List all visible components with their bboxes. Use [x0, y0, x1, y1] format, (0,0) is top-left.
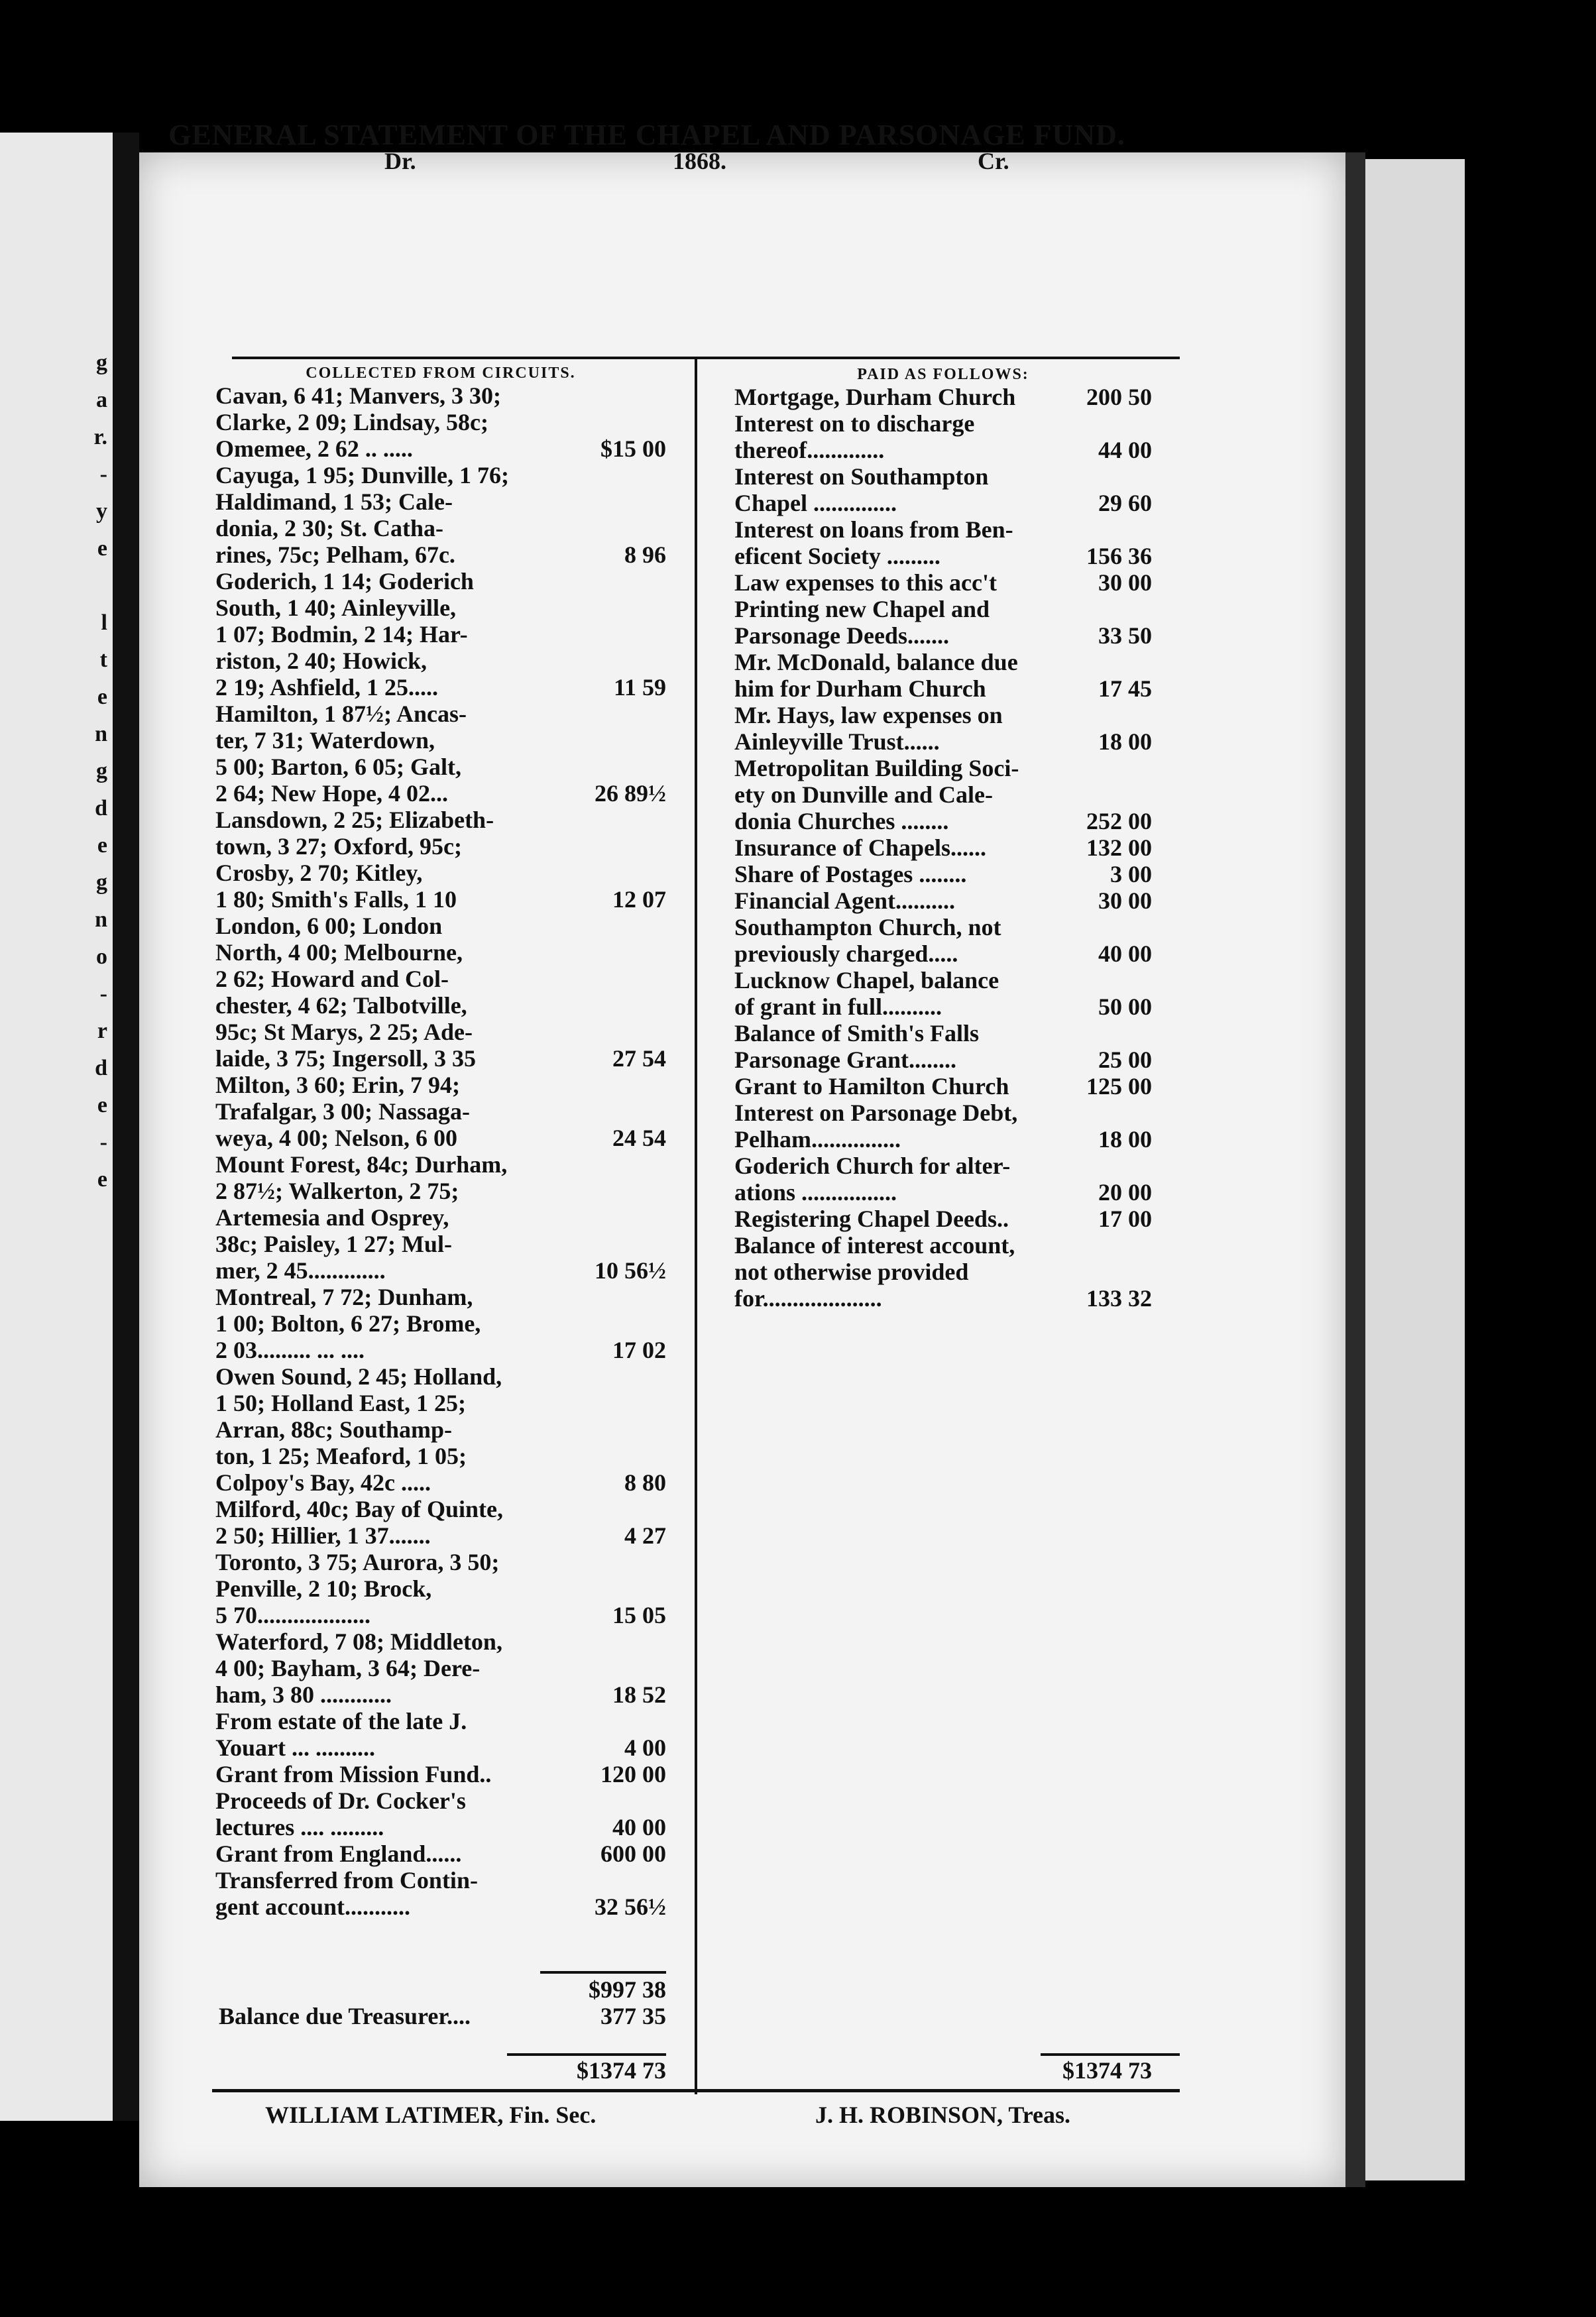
- ledger-entry: [215, 1708, 666, 1761]
- entry-description: Metropolitan Building Soci- ety on Dunville and Cale- donia Churches ........: [734, 755, 1019, 834]
- ledger-entry: [734, 649, 1152, 702]
- ledger-entry: [734, 755, 1152, 834]
- entry-amount: 18 00: [1098, 728, 1152, 755]
- debit-column: [215, 365, 666, 1920]
- ledger-entry: [215, 701, 666, 807]
- ledger-entry: [215, 1549, 666, 1628]
- ledger-entry: [734, 1206, 1152, 1232]
- margin-letter: g: [96, 870, 107, 895]
- margin-letter: y: [96, 499, 107, 524]
- margin-letter: g: [96, 759, 107, 783]
- entry-description: Interest on Southampton Chapel ..............: [734, 463, 989, 516]
- debit-entries: [215, 382, 666, 1920]
- entry-description: Interest on loans from Ben- eficent Society .........: [734, 516, 1013, 569]
- subtotal-rule: [540, 1971, 666, 1974]
- entry-amount: 3 00: [1110, 861, 1152, 887]
- ledger-entry: [734, 463, 1152, 516]
- financial-secretary-signature: WILLIAM LATIMER, Fin. Sec.: [265, 2102, 597, 2128]
- ledger-entry: [734, 914, 1152, 967]
- entry-amount: 30 00: [1098, 569, 1152, 596]
- entry-description: Proceeds of Dr. Cocker's lectures .... .........: [215, 1787, 466, 1840]
- margin-letter: -: [99, 1130, 107, 1155]
- margin-letter: r.: [93, 425, 107, 449]
- entry-amount: 125 00: [1086, 1073, 1152, 1100]
- entry-description: London, 6 00; London North, 4 00; Melbourne, 2 62; Howard and Col- chester, 4 62; Talbotville, 95c; St Marys, 2 25; Ade- laide, 3 75; Ingersoll, 3 35: [215, 913, 476, 1072]
- entry-description: Cayuga, 1 95; Dunville, 1 76; Haldimand, 1 53; Cale- donia, 2 30; St. Catha- rines, 75c; Pelham, 67c.: [215, 462, 510, 568]
- margin-letter: g: [96, 351, 107, 375]
- right-grand-total: $1374 73: [1062, 2057, 1152, 2084]
- statement-title: GENERAL STATEMENT OF THE CHAPEL AND PARSONAGE FUND.: [168, 119, 1125, 151]
- left-grand-total-wrap: [219, 2057, 666, 2084]
- ledger-entry: [215, 1072, 666, 1151]
- margin-letters: [81, 345, 107, 1198]
- entry-description: Lansdown, 2 25; Elizabeth- town, 3 27; Oxford, 95c; Crosby, 2 70; Kitley, 1 80; Smith's Falls, 1 10: [215, 807, 494, 913]
- balance-amount: 377 35: [600, 2003, 666, 2029]
- entry-description: From estate of the late J. Youart ... ..........: [215, 1708, 467, 1761]
- credit-column: [734, 366, 1152, 1312]
- entry-amount: 32 56½: [595, 1893, 666, 1920]
- entry-description: Cavan, 6 41; Manvers, 3 30; Clarke, 2 09; Lindsay, 58c; Omemee, 2 62 .. .....: [215, 382, 501, 462]
- entry-amount: 120 00: [600, 1761, 666, 1787]
- footer-rule: [212, 2089, 1180, 2092]
- entry-description: Toronto, 3 75; Aurora, 3 50; Penville, 2 10; Brock, 5 70...................: [215, 1549, 500, 1628]
- balance-line: [219, 2003, 666, 2029]
- entry-amount: 44 00: [1098, 437, 1152, 463]
- margin-letter: e: [97, 1167, 107, 1192]
- entry-amount: 24 54: [612, 1125, 666, 1151]
- margin-letter: t: [99, 648, 107, 672]
- entry-description: Share of Postages ........: [734, 861, 967, 887]
- ledger-entry: [734, 1232, 1152, 1312]
- entry-description: Mount Forest, 84c; Durham, 2 87½; Walkerton, 2 75; Artemesia and Osprey, 38c; Paisley, 1 27; Mul- mer, 2 45.............: [215, 1151, 508, 1284]
- entry-amount: 15 05: [612, 1602, 666, 1628]
- entry-amount: 10 56½: [595, 1257, 666, 1284]
- ledger-entry: [734, 1073, 1152, 1100]
- page-gutter: [113, 133, 139, 2121]
- entry-description: Financial Agent..........: [734, 887, 956, 914]
- margin-letter: [81, 567, 107, 604]
- entry-description: Hamilton, 1 87½; Ancas- ter, 7 31; Waterdown, 5 00; Barton, 6 05; Galt, 2 64; New Hope, 4 02...: [215, 701, 467, 807]
- left-grand-total: $1374 73: [577, 2057, 666, 2084]
- entry-amount: 27 54: [612, 1045, 666, 1072]
- entry-description: Grant to Hamilton Church: [734, 1073, 1009, 1100]
- margin-letter: d: [95, 796, 107, 820]
- entry-description: Mr. McDonald, balance due him for Durham Church: [734, 649, 1018, 702]
- entry-description: Registering Chapel Deeds..: [734, 1206, 1009, 1232]
- right-total-rule: [1041, 2053, 1180, 2056]
- ledger-entry: [734, 596, 1152, 649]
- ledger-entry: [734, 1153, 1152, 1206]
- ledger-entry: [215, 1284, 666, 1363]
- entry-amount: 252 00: [1086, 808, 1152, 834]
- margin-letter: e: [97, 536, 107, 561]
- right-grand-total-wrap: [734, 2057, 1152, 2084]
- backing-strip: [1365, 159, 1465, 2180]
- left-subtotal: $997 38: [589, 1976, 666, 2003]
- entry-amount: 26 89½: [595, 780, 666, 807]
- ledger-entry: [734, 834, 1152, 861]
- entry-amount: 50 00: [1098, 993, 1152, 1020]
- entry-amount: 18 52: [612, 1681, 666, 1708]
- margin-letter: d: [95, 1056, 107, 1080]
- ledger-entry: [215, 1761, 666, 1787]
- ledger-entry: [734, 1100, 1152, 1153]
- entry-description: Interest on to discharge thereof.............: [734, 410, 975, 463]
- entry-amount: 29 60: [1098, 490, 1152, 516]
- ledger-entry: [215, 913, 666, 1072]
- entry-amount: 133 32: [1086, 1285, 1152, 1312]
- entry-description: Law expenses to this acc't: [734, 569, 997, 596]
- entry-amount: 8 96: [624, 541, 666, 568]
- dr-label: Dr.: [384, 148, 416, 174]
- entry-description: Printing new Chapel and Parsonage Deeds.......: [734, 596, 990, 649]
- entry-description: Lucknow Chapel, balance of grant in full..........: [734, 967, 999, 1020]
- entry-amount: 12 07: [612, 886, 666, 913]
- entry-amount: 30 00: [1098, 887, 1152, 914]
- ledger-entry: [215, 382, 666, 462]
- margin-letter: r: [97, 1019, 107, 1043]
- margin-letter: l: [101, 610, 107, 635]
- cr-label: Cr.: [978, 148, 1009, 174]
- entry-amount: 132 00: [1086, 834, 1152, 861]
- entry-description: Grant from England......: [215, 1840, 462, 1867]
- ledger-entry: [215, 1787, 666, 1840]
- ledger-entry: [734, 702, 1152, 755]
- entry-amount: 156 36: [1086, 543, 1152, 569]
- entry-description: Mr. Hays, law expenses on Ainleyville Trust......: [734, 702, 1003, 755]
- ledger-entry: [215, 1363, 666, 1496]
- margin-letter: n: [95, 722, 107, 746]
- ledger-entry: [734, 1020, 1152, 1073]
- entry-description: Goderich Church for alter- ations ................: [734, 1153, 1011, 1206]
- entry-amount: 20 00: [1098, 1179, 1152, 1206]
- year-label: 1868.: [673, 148, 726, 174]
- entry-description: Interest on Parsonage Debt, Pelham...............: [734, 1100, 1018, 1153]
- balance-label: Balance due Treasurer....: [219, 2003, 471, 2029]
- entry-description: Milford, 40c; Bay of Quinte, 2 50; Hillier, 1 37.......: [215, 1496, 503, 1549]
- entry-amount: 4 00: [624, 1734, 666, 1761]
- entry-amount: 33 50: [1098, 622, 1152, 649]
- margin-letter: e: [97, 833, 107, 858]
- ledger-entry: [734, 861, 1152, 887]
- ledger-entry: [734, 967, 1152, 1020]
- entry-description: Transferred from Contin- gent account...........: [215, 1867, 478, 1920]
- entry-description: Grant from Mission Fund..: [215, 1761, 492, 1787]
- ledger-entry: [215, 1628, 666, 1708]
- entry-description: Waterford, 7 08; Middleton, 4 00; Bayham, 3 64; Dere- ham, 3 80 ............: [215, 1628, 502, 1708]
- margin-letter: n: [95, 907, 107, 932]
- margin-letter: o: [96, 944, 107, 969]
- entry-amount: 4 27: [624, 1522, 666, 1549]
- ledger-entry: [215, 1496, 666, 1549]
- header-rule: [232, 357, 1180, 359]
- treasurer-signature: J. H. ROBINSON, Treas.: [815, 2102, 1071, 2128]
- ledger-entry: [734, 569, 1152, 596]
- left-totals: [219, 1976, 666, 2029]
- entry-amount: 200 50: [1086, 384, 1152, 410]
- total-rule: [507, 2053, 666, 2056]
- entry-amount: 17 45: [1098, 675, 1152, 702]
- entry-amount: 17 02: [612, 1337, 666, 1363]
- margin-letter: e: [97, 685, 107, 709]
- margin-letter: -: [99, 982, 107, 1006]
- left-column-heading: COLLECTED FROM CIRCUITS.: [306, 365, 576, 382]
- ledger-entry: [215, 1867, 666, 1920]
- adjacent-page-fragment: [0, 133, 113, 2121]
- ledger-entry: [215, 1151, 666, 1284]
- margin-letter: -: [99, 462, 107, 486]
- entry-description: Montreal, 7 72; Dunham, 1 00; Bolton, 6 27; Brome, 2 03......... ... ....: [215, 1284, 481, 1363]
- margin-letter: e: [97, 1093, 107, 1117]
- entry-amount: 11 59: [613, 674, 666, 701]
- entry-description: Mortgage, Durham Church: [734, 384, 1016, 410]
- entry-amount: $15 00: [600, 435, 666, 462]
- entry-amount: 25 00: [1098, 1046, 1152, 1073]
- ledger-entry: [215, 462, 666, 568]
- ledger-entry: [215, 568, 666, 701]
- ledger-entry: [215, 807, 666, 913]
- entry-description: Balance of interest account, not otherwise provided for....................: [734, 1232, 1015, 1312]
- center-rule: [695, 358, 697, 2094]
- ledger-entry: [734, 516, 1152, 569]
- entry-amount: 40 00: [1098, 940, 1152, 967]
- entry-amount: 40 00: [612, 1814, 666, 1840]
- entry-description: Balance of Smith's Falls Parsonage Grant........: [734, 1020, 980, 1073]
- ledger-entry: [734, 410, 1152, 463]
- entry-amount: 17 00: [1098, 1206, 1152, 1232]
- entry-description: Owen Sound, 2 45; Holland, 1 50; Holland East, 1 25; Arran, 88c; Southamp- ton, 1 25; Meaford, 1 05; Colpoy's Bay, 42c .....: [215, 1363, 502, 1496]
- right-column-heading: PAID AS FOLLOWS:: [857, 366, 1029, 383]
- margin-letter: a: [96, 388, 107, 412]
- entry-description: Southampton Church, not previously charged.....: [734, 914, 1001, 967]
- ledger-entry: [734, 887, 1152, 914]
- entry-description: Milton, 3 60; Erin, 7 94; Trafalgar, 3 00; Nassaga- weya, 4 00; Nelson, 6 00: [215, 1072, 470, 1151]
- page-edge: [1345, 152, 1365, 2187]
- ledger-entry: [215, 1840, 666, 1867]
- credit-entries: [734, 384, 1152, 1312]
- entry-description: Insurance of Chapels......: [734, 834, 987, 861]
- entry-amount: 8 80: [624, 1469, 666, 1496]
- entry-description: Goderich, 1 14; Goderich South, 1 40; Ainleyville, 1 07; Bodmin, 2 14; Har- riston, 2 40; Howick, 2 19; Ashfield, 1 25.....: [215, 568, 474, 701]
- entry-amount: 600 00: [600, 1840, 666, 1867]
- ledger-entry: [734, 384, 1152, 410]
- entry-amount: 18 00: [1098, 1126, 1152, 1153]
